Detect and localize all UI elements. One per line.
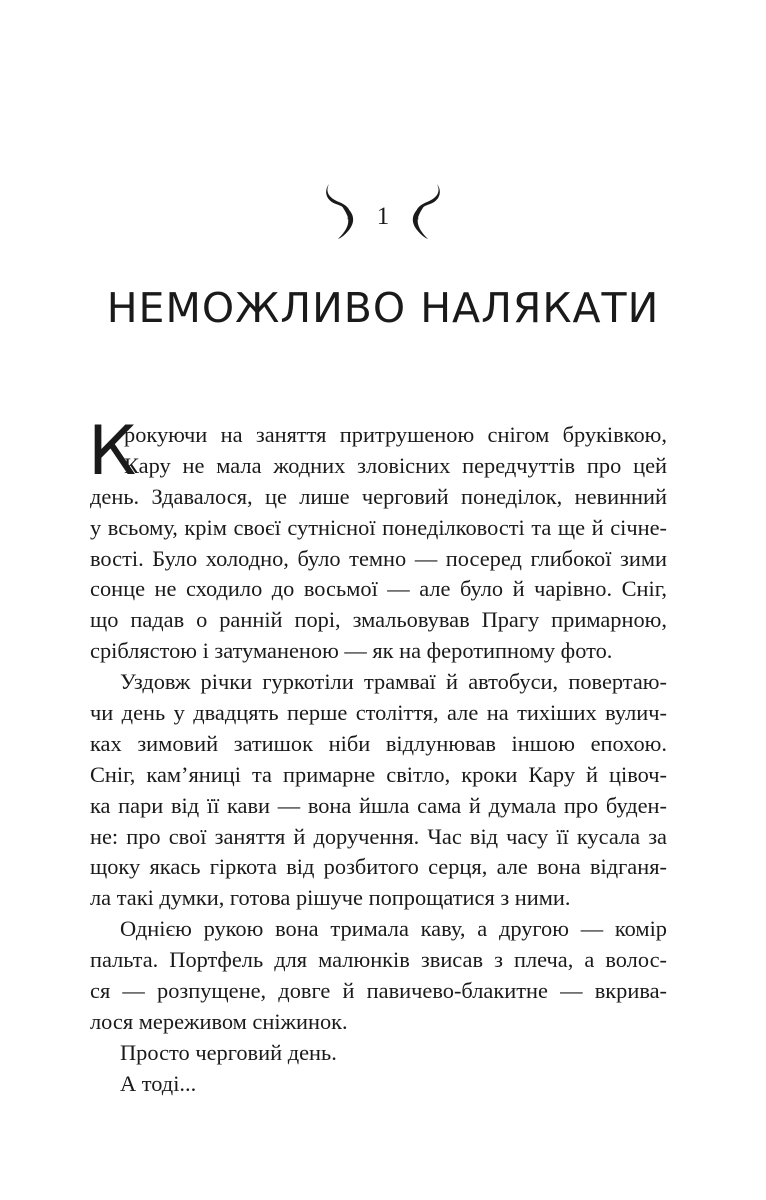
text-line: Кару не мала жодних зловісних передчуттів про цей [124,452,667,478]
chapter-ornament [0,180,766,242]
left-flourish-icon [323,182,363,240]
text-line: вості. Було холодно, було темно — посеред глибокої зими [90,545,667,571]
text-line: що падав о ранній порі, змальовував Прагу примарною, [90,607,667,633]
text-line: А тоді... [120,1070,197,1096]
right-flourish-icon [403,182,443,240]
text-line: сріблястою і затуманеною — як на феротипному фото. [90,638,613,664]
text-line: ка пари від її кави — вона йшла сама й думала про буден- [90,792,667,818]
text-line: день. Здавалося, це лише черговий понеділок, невинний [90,483,667,509]
text-line: Просто черговий день. [120,1039,337,1065]
drop-cap: К [88,412,137,491]
text-line: рокуючи на заняття притрушеною снігом бруківкою, [124,422,667,447]
chapter-body [88,412,667,1100]
text-line: щоку якась гіркота від розбитого серця, але вона відганя- [90,854,667,880]
text-line: Сніг, кам’яниці та примарне світло, кроки Кару й цівоч- [90,761,667,787]
text-line: чи день у двадцять перше століття, але на тихіших вулич- [90,700,667,726]
text-line: ся — розпущене, довге й павичево-блакитне — вкрива- [90,978,667,1004]
text-line: Однією рукою вона тримала каву, а другою — комір [120,916,667,942]
text-line: пальта. Портфель для малюнків звисав з плеча, а волос- [90,947,667,973]
text-line: у всьому, крім своєї сутнісної понеділковості та ще й січне- [90,514,667,540]
text-line: лося мереживом сніжинок. [90,1008,348,1034]
text-line: Уздовж річки гуркотіли трамваї й автобуси, повертаю- [120,669,667,695]
chapter-title: НЕМОЖЛИВО НАЛЯКАТИ [106,284,660,332]
text-line: не: про свої заняття й доручення. Час від часу її кусала за [90,823,667,849]
text-line: ках зимовий затишок ніби відлунював іншою епохою. [90,730,667,756]
chapter-number: 1 [376,203,390,230]
text-line: сонце не сходило до восьмої — але було й чарівно. Сніг, [90,576,667,602]
text-line: ла такі думки, готова рішуче попрощатися з ними. [90,885,571,911]
